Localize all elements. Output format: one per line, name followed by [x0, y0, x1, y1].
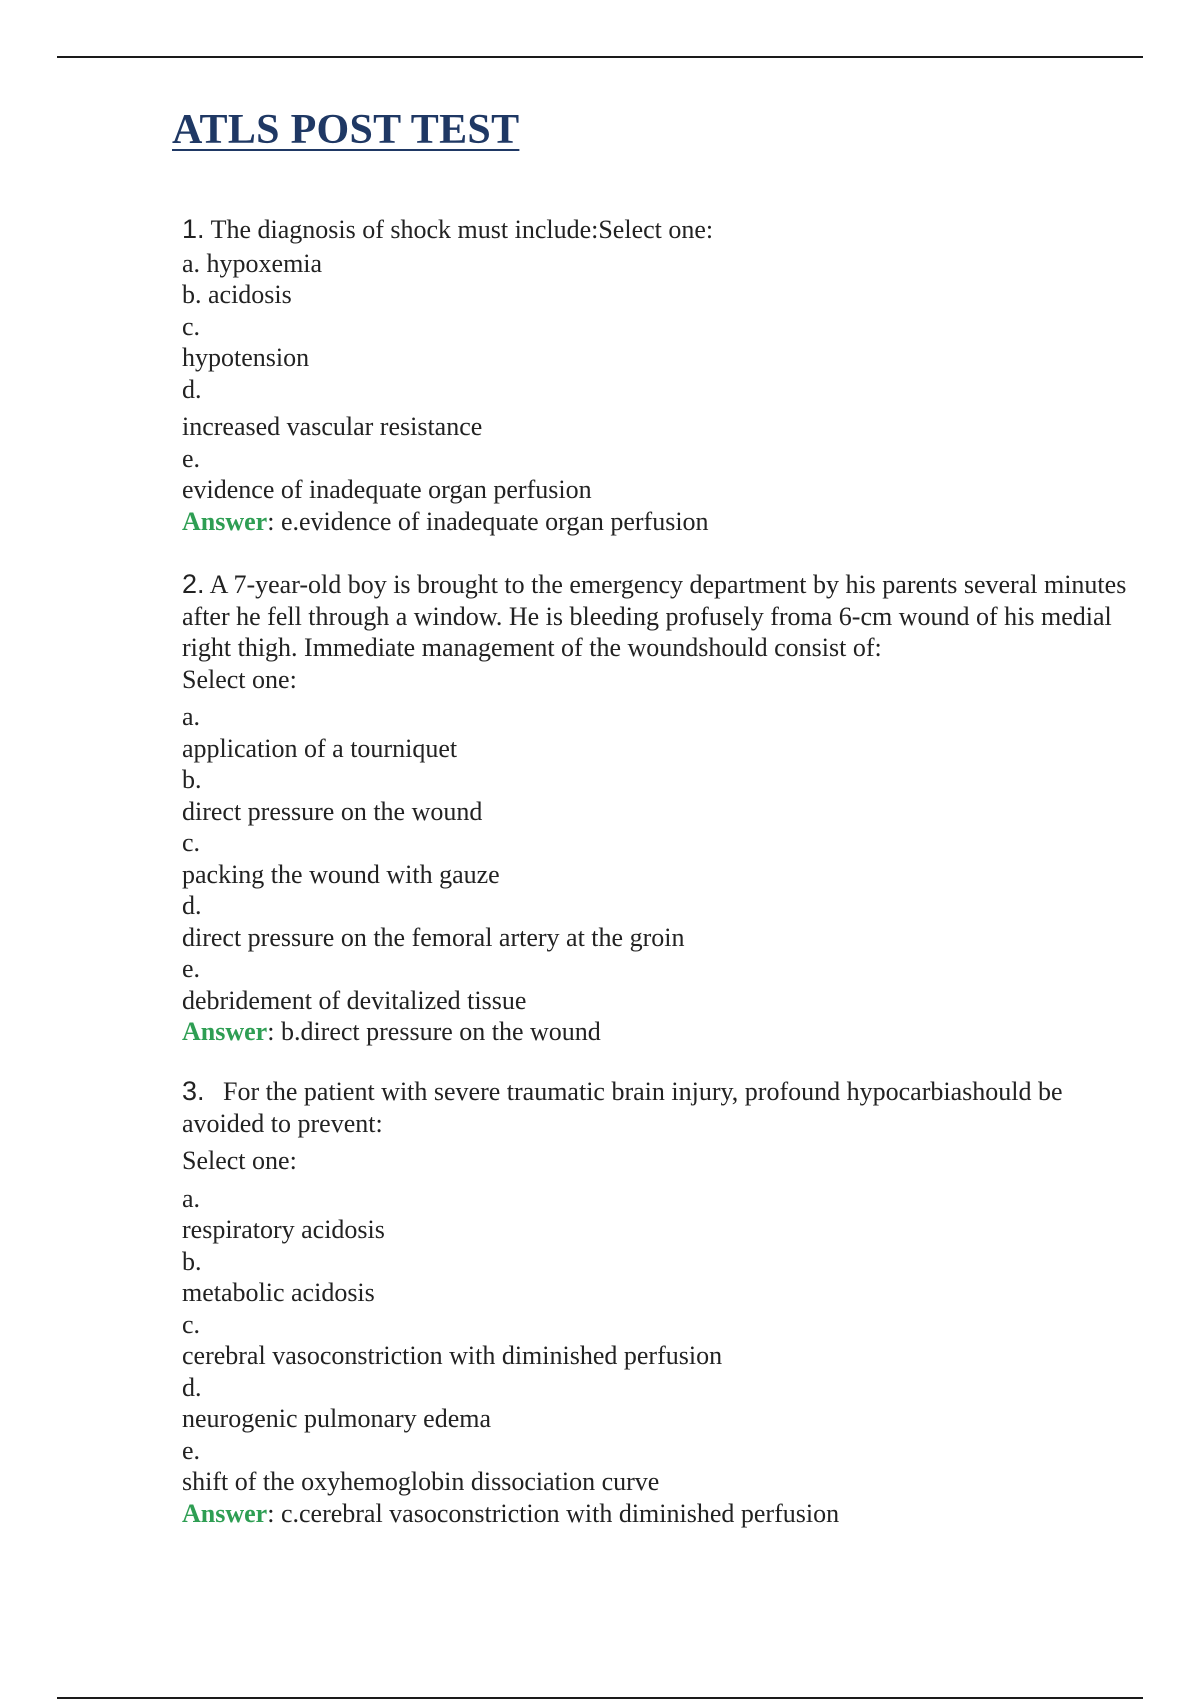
option-e-text: shift of the oxyhemoglobin dissociation curve [182, 1467, 660, 1496]
question-stem [182, 569, 1132, 664]
page-title: ATLS POST TEST [172, 107, 520, 153]
option-c-text: hypotension [182, 343, 310, 372]
option-text: acidosis [208, 280, 292, 309]
answer-text: : b.direct pressure on the wound [267, 1017, 601, 1046]
option-d-letter: d. [182, 891, 202, 920]
option-e-letter: e. [182, 954, 201, 983]
option-b-letter: b. [182, 765, 202, 794]
option-letter: a. [182, 248, 201, 278]
option-e-letter: e. [182, 1435, 201, 1465]
answer-line [182, 1498, 1132, 1530]
question-number: 1. [182, 214, 205, 244]
answer-label: Answer [182, 1498, 268, 1528]
option-b [182, 279, 1132, 311]
answer-text: : c.cerebral vasoconstriction with diminished perfusion [267, 1498, 840, 1528]
question-number: 2. [182, 569, 205, 599]
answer-label: Answer [182, 506, 268, 536]
answer-line [182, 506, 1132, 538]
select-one-label: Select one: [182, 664, 297, 694]
option-letter: b. [182, 280, 202, 309]
option-e-text: debridement of devitalized tissue [182, 985, 527, 1015]
answer-line [182, 1016, 1132, 1048]
option-d-text: increased vascular resistance [182, 412, 483, 441]
option-c-text: packing the wound with gauze [182, 859, 500, 889]
option-d-letter: d. [182, 374, 202, 404]
option-c-text: cerebral vasoconstriction with diminished perfusion [182, 1341, 723, 1370]
option-b-text: direct pressure on the wound [182, 796, 483, 826]
bottom-rule [57, 1697, 1143, 1699]
question-text: A 7-year-old boy is brought to the emergency department by his parents several minutes after he fell through a window. He is bleeding profusely froma 6-cm wound of his medial right thigh. Immediate management of the woundshould consist of: [182, 570, 1127, 662]
select-one-label: Select one: [182, 1146, 297, 1175]
option-d-text: direct pressure on the femoral artery at the groin [182, 922, 685, 952]
option-a-text: application of a tourniquet [182, 733, 458, 763]
top-rule [57, 56, 1143, 58]
answer-label: Answer [182, 1017, 268, 1046]
question-1 [182, 214, 1132, 537]
option-a [182, 248, 1132, 280]
question-stem [182, 214, 1132, 246]
option-text: hypoxemia [206, 248, 323, 278]
option-c-letter: c. [182, 1309, 201, 1339]
question-2 [182, 569, 1132, 1048]
option-e-letter: e. [182, 443, 201, 473]
option-a-letter: a. [182, 702, 201, 731]
option-d-letter: d. [182, 1372, 202, 1402]
option-a-text: respiratory acidosis [182, 1215, 385, 1244]
option-c-letter: c. [182, 311, 201, 341]
question-stem [182, 1076, 1132, 1139]
question-text: For the patient with severe traumatic brain injury, profound hypocarbiashould be avoided to prevent: [182, 1077, 1063, 1138]
option-b-text: metabolic acidosis [182, 1278, 375, 1307]
option-c-letter: c. [182, 828, 201, 857]
option-b-letter: b. [182, 1246, 202, 1276]
answer-text: : e.evidence of inadequate organ perfusion [267, 506, 709, 536]
option-e-text: evidence of inadequate organ perfusion [182, 475, 592, 504]
option-a-letter: a. [182, 1183, 201, 1213]
question-number: 3. [182, 1076, 205, 1106]
question-3 [182, 1076, 1132, 1529]
question-text: The diagnosis of shock must include:Select one: [210, 215, 714, 244]
option-d-text: neurogenic pulmonary edema [182, 1404, 491, 1433]
